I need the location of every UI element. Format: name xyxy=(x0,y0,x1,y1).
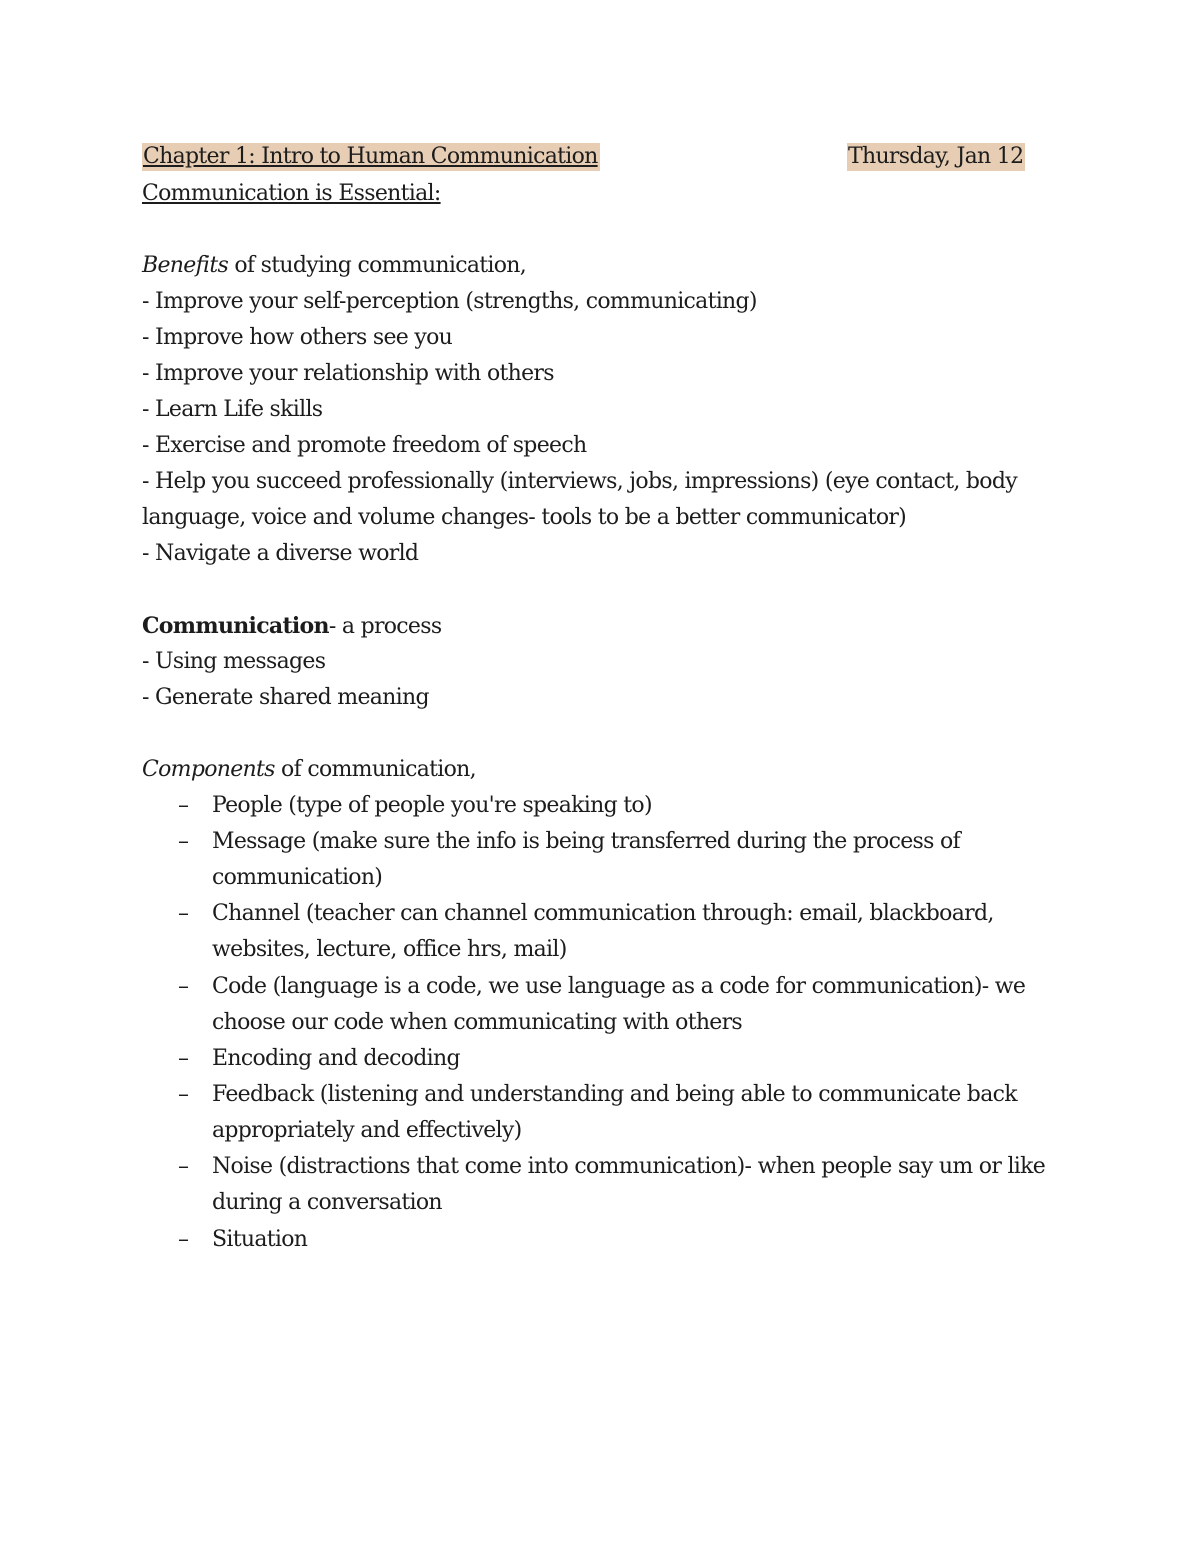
list-bullet: – xyxy=(178,1046,189,1071)
date-line xyxy=(847,142,1025,172)
component-item: Message (make sure the info is being transferred during the process of xyxy=(212,829,960,854)
component-item: Situation xyxy=(212,1227,308,1252)
component-item-continuation: websites, lecture, office hrs, mail) xyxy=(212,937,567,962)
chapter-title-line xyxy=(142,142,600,172)
benefit-item: - Help you succeed professionally (interviews, jobs, impressions) (eye contact, body xyxy=(142,469,1017,494)
definition-line xyxy=(142,611,441,642)
component-item: Code (language is a code, we use language as a code for communication)- we xyxy=(212,974,1026,999)
component-item: Noise (distractions that come into communication)- when people say um or like xyxy=(212,1154,1046,1179)
component-item: Channel (teacher can channel communication through: email, blackboard, xyxy=(212,901,994,926)
definition-item: - Using messages xyxy=(142,649,326,674)
benefits-emph: Benefits xyxy=(142,253,229,278)
components-intro xyxy=(142,755,476,785)
list-bullet: – xyxy=(178,829,189,854)
components-intro-rest: of communication, xyxy=(274,757,476,782)
benefit-item: - Improve your relationship with others xyxy=(142,361,554,386)
definition-term: Communication xyxy=(142,613,329,639)
list-bullet: – xyxy=(178,901,189,926)
list-bullet: – xyxy=(178,1082,189,1107)
benefit-item-continuation: language, voice and volume changes- tools to be a better communicator) xyxy=(142,505,907,530)
definition-rest: - a process xyxy=(328,614,442,639)
list-bullet: – xyxy=(178,1154,189,1179)
benefits-intro-rest: of studying communication, xyxy=(228,253,527,278)
chapter-title: Chapter 1: Intro to Human Communication xyxy=(143,144,598,169)
date-label: Thursday, Jan 12 xyxy=(848,144,1024,169)
component-item: Encoding and decoding xyxy=(212,1046,460,1071)
definition-item: - Generate shared meaning xyxy=(142,685,429,710)
list-bullet: – xyxy=(178,1227,189,1252)
benefit-item: - Improve how others see you xyxy=(142,325,453,350)
component-item-continuation: choose our code when communicating with others xyxy=(212,1010,743,1035)
benefits-intro xyxy=(142,251,526,281)
component-item-continuation: communication) xyxy=(212,865,383,890)
list-bullet: – xyxy=(178,793,189,818)
component-item: Feedback (listening and understanding and being able to communicate back xyxy=(212,1082,1017,1107)
benefit-item: - Navigate a diverse world xyxy=(142,541,419,566)
components-emph: Components xyxy=(142,757,275,782)
benefit-item: - Learn Life skills xyxy=(142,397,323,422)
component-item-continuation: during a conversation xyxy=(212,1190,442,1215)
section-heading xyxy=(142,179,441,209)
benefit-item: - Exercise and promote freedom of speech xyxy=(142,433,587,458)
section-heading-text: Communication is Essential: xyxy=(142,181,441,206)
list-bullet: – xyxy=(178,974,189,999)
component-item-continuation: appropriately and effectively) xyxy=(212,1118,522,1143)
benefit-item: - Improve your self-perception (strengths, communicating) xyxy=(142,289,757,314)
component-item: People (type of people you're speaking to) xyxy=(212,793,652,818)
